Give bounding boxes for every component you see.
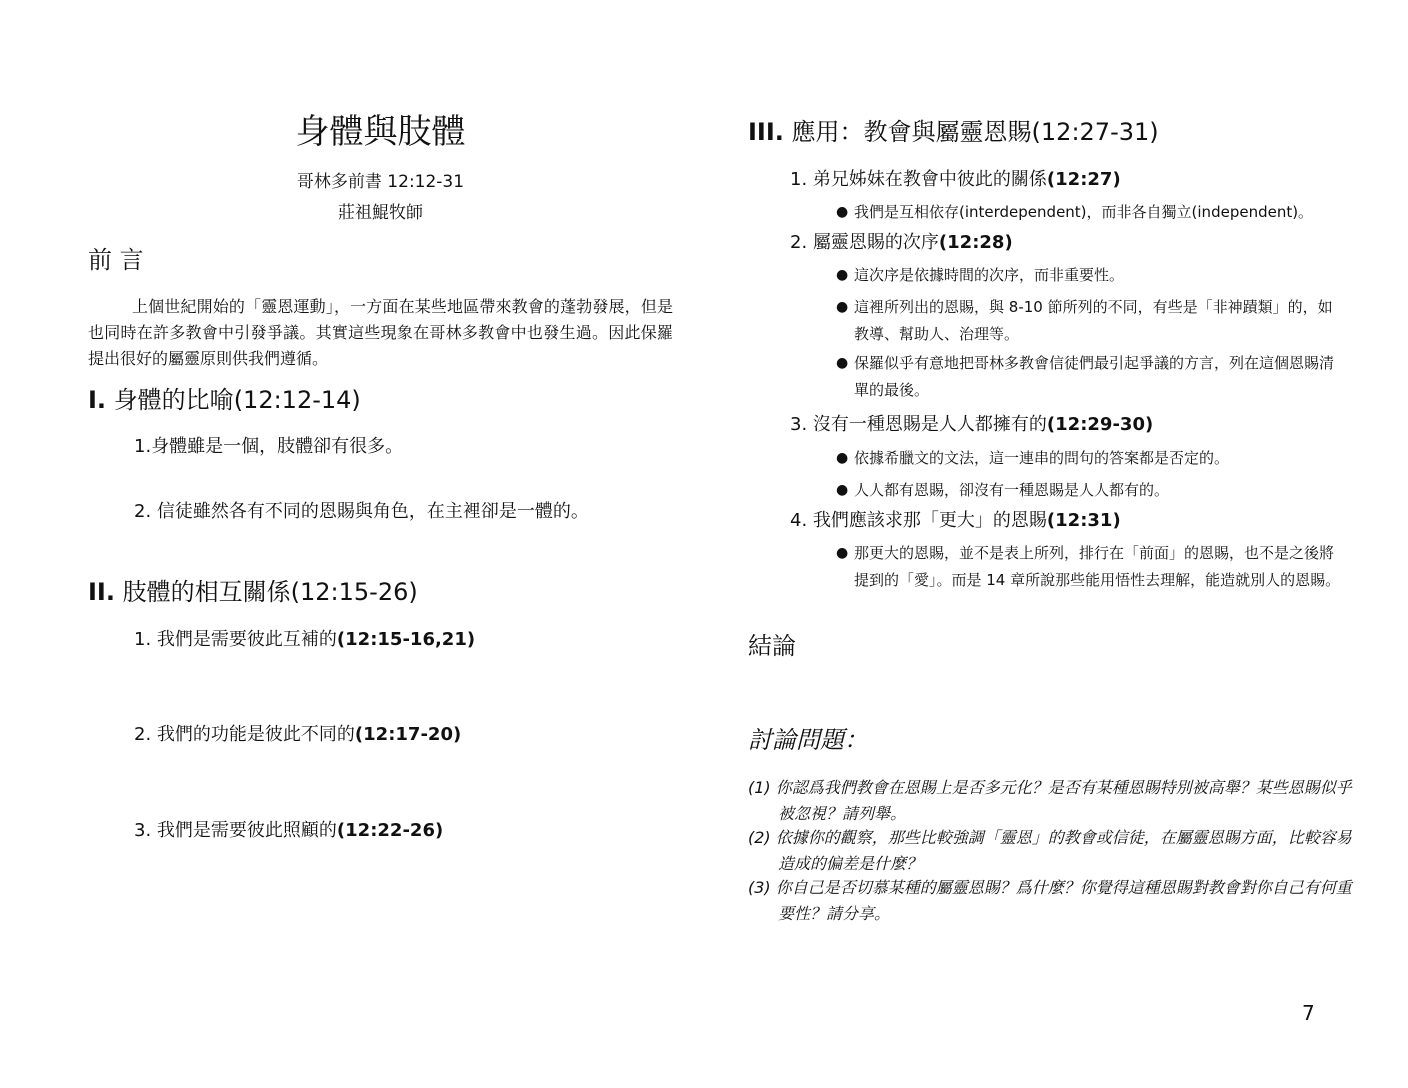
bullet-item bbox=[836, 445, 1344, 472]
item-ref: (12:17-20) bbox=[354, 724, 462, 745]
bullet-dot-icon: ● bbox=[836, 545, 849, 561]
right-column bbox=[748, 0, 1352, 1088]
point-ref: (12:28) bbox=[938, 232, 1013, 253]
bullet-item bbox=[836, 350, 1344, 404]
section-1-item-1 bbox=[134, 434, 403, 460]
bullet-dot-icon: ● bbox=[836, 299, 849, 315]
conclusion-heading: 結論 bbox=[748, 632, 796, 660]
point-2 bbox=[790, 230, 1013, 256]
section-2-item-1 bbox=[134, 627, 475, 653]
point-text: 沒有一種恩賜是人人都擁有的 bbox=[812, 414, 1047, 435]
section-3-ref: (12:27-31) bbox=[1031, 118, 1159, 146]
bullet-dot-icon: ● bbox=[836, 482, 849, 498]
scripture-reference: 哥林多前書 12:12-31 bbox=[296, 172, 465, 192]
discussion-heading: 討論問題： bbox=[748, 726, 868, 754]
point-3 bbox=[790, 412, 1153, 438]
point-ref: (12:31) bbox=[1046, 510, 1121, 531]
point-4 bbox=[790, 508, 1121, 534]
section-1-title: 身體的比喻 bbox=[113, 386, 234, 414]
item-number: 3. bbox=[134, 820, 152, 841]
point-text: 弟兄姊妹在教會中彼此的關係 bbox=[812, 169, 1047, 190]
point-number: 2. bbox=[790, 232, 808, 253]
discussion-question-2: (2) 依據你的觀察，那些比較強調「靈恩」的教會或信徒，在屬靈恩賜方面，比較容易造成的偏差是什麼？ bbox=[748, 828, 1352, 873]
point-number: 1. bbox=[790, 169, 808, 190]
point-ref: (12:27) bbox=[1046, 169, 1121, 190]
section-2-heading bbox=[88, 576, 418, 608]
item-text: 身體雖是一個，肢體卻有很多。 bbox=[151, 436, 404, 457]
item-text: 信徒雖然各有不同的恩賜與角色，在主裡卻是一體的。 bbox=[156, 501, 589, 522]
item-ref: (12:15-16,21) bbox=[336, 629, 476, 650]
discussion-question-1: (1) 你認爲我們教會在恩賜上是否多元化？是否有某種恩賜特別被高舉？某些恩賜似乎被忽視？請列舉。 bbox=[748, 778, 1352, 823]
section-1-item-2 bbox=[134, 499, 589, 525]
bullet-text: 保羅似乎有意地把哥林多教會信徒們最引起爭議的方言，列在這個恩賜清單的最後。 bbox=[854, 354, 1335, 399]
item-number: 2. bbox=[134, 724, 152, 745]
item-text: 我們的功能是彼此不同的 bbox=[156, 724, 355, 745]
point-text: 屬靈恩賜的次序 bbox=[812, 232, 939, 253]
bullet-text: 依據希臘文的文法，這一連串的問句的答案都是否定的。 bbox=[854, 449, 1230, 467]
bullet-text: 這裡所列出的恩賜，與 8-10 節所列的不同，有些是「非神蹟類」的，如教導、幫助人、治理等。 bbox=[854, 298, 1333, 343]
bullet-item bbox=[836, 294, 1344, 348]
author-name: 莊祖鯤牧師 bbox=[338, 203, 423, 223]
section-1-heading bbox=[88, 384, 361, 416]
item-number: 1. bbox=[134, 629, 152, 650]
bullet-item bbox=[836, 540, 1344, 594]
section-1-numeral: I. bbox=[88, 386, 107, 414]
intro-heading: 前 言 bbox=[88, 246, 144, 274]
bullet-text: 這次序是依據時間的次序，而非重要性。 bbox=[854, 266, 1125, 284]
section-1-ref: (12:12-14) bbox=[233, 386, 361, 414]
bullet-dot-icon: ● bbox=[836, 267, 849, 283]
item-number: 1. bbox=[134, 436, 152, 457]
page-title: 身體與肢體 bbox=[295, 112, 466, 152]
intro-paragraph: 上個世紀開始的「靈恩運動」，一方面在某些地區帶來教會的蓬勃發展，但是也同時在許多教會中引發爭議。其實這些現象在哥林多教會中也發生過。因此保羅提出很好的屬靈原則供我們遵循。 bbox=[88, 297, 673, 368]
section-2-item-3 bbox=[134, 818, 443, 844]
item-ref: (12:22-26) bbox=[336, 820, 444, 841]
page-number: 7 bbox=[1302, 1001, 1315, 1025]
bullet-text: 那更大的恩賜，並不是表上所列，排行在「前面」的恩賜，也不是之後將提到的「愛」。而是 14 章所說那些能用悟性去理解，能造就別人的恩賜。 bbox=[854, 544, 1341, 589]
point-number: 3. bbox=[790, 414, 808, 435]
point-ref: (12:29-30) bbox=[1046, 414, 1154, 435]
item-text: 我們是需要彼此互補的 bbox=[156, 629, 337, 650]
left-column bbox=[88, 0, 673, 1088]
point-text: 我們應該求那「更大」的恩賜 bbox=[812, 510, 1047, 531]
point-number: 4. bbox=[790, 510, 808, 531]
section-3-numeral: III. bbox=[748, 118, 784, 146]
section-3-heading bbox=[748, 116, 1159, 148]
bullet-item bbox=[836, 262, 1344, 289]
bullet-text: 人人都有恩賜，卻沒有一種恩賜是人人都有的。 bbox=[854, 481, 1170, 499]
section-3-title: 應用：教會與屬靈恩賜 bbox=[791, 118, 1032, 146]
item-number: 2. bbox=[134, 501, 152, 522]
bullet-dot-icon: ● bbox=[836, 204, 849, 220]
section-2-ref: (12:15-26) bbox=[290, 578, 418, 606]
bullet-dot-icon: ● bbox=[836, 450, 849, 466]
bullet-item bbox=[836, 199, 1344, 226]
discussion-question-3: (3) 你自己是否切慕某種的屬靈恩賜？爲什麼？你覺得這種恩賜對教會對你自己有何重要性？請分享。 bbox=[748, 878, 1352, 923]
bullet-item bbox=[836, 477, 1344, 504]
section-2-numeral: II. bbox=[88, 578, 115, 606]
item-text: 我們是需要彼此照顧的 bbox=[156, 820, 337, 841]
bullet-dot-icon: ● bbox=[836, 355, 849, 371]
section-2-title: 肢體的相互關係 bbox=[122, 578, 291, 606]
section-2-item-2 bbox=[134, 722, 461, 748]
bullet-text: 我們是互相依存(interdependent)，而非各自獨立(independent)。 bbox=[854, 203, 1314, 221]
point-1 bbox=[790, 167, 1121, 193]
